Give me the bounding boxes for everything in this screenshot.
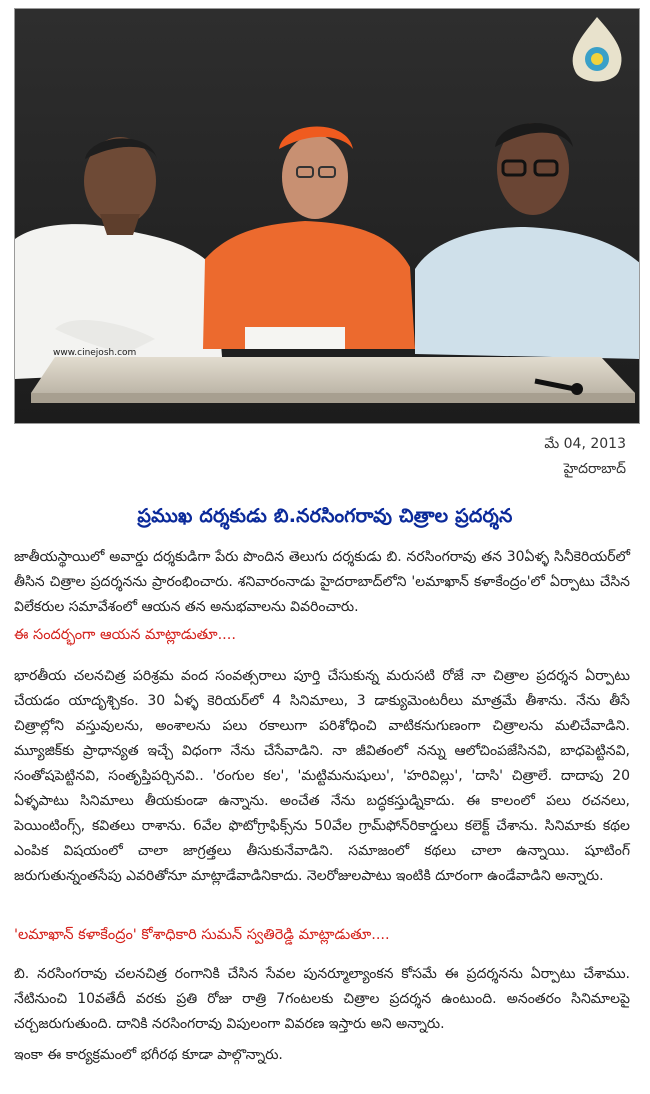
article-paragraph-2: భారతీయ చలనచిత్ర పరిశ్రమ వంద సంవత్సరాలు పూర్తి చేసుకున్న మరుసటి రోజే నా చిత్రాల ప్రదర్శన ఏర్పాటు చేయడం యాదృశ్చికం. 30 ఏళ్ళ కెరియర్‌లో 4 సినిమాలు, 3 డాక్యుమెంటరీలు మాత్రమే తీశాను. నేను తీసే చిత్రాల్లోని వస్తువులను, అంశాలను పలు రకాలుగా పరిశోధించి వాటికనుగుణంగా చిత్రాలను మలిచేవాడిని. మ్యూజిక్‌కు ప్రాధాన్యత ఇచ్చే విధంగా నేను చేసేవాడిని. నా జీవితంలో నన్ను ఆలోచింపజేసినవి, బాధపెట్టినవి, సంతోషపెట్టినవి, సంతృప్తిపర్చినవి.. 'రంగుల కల', 'మట్టిమనుషులు', 'హరివిల్లు', 'దాసి' చిత్రాలే. దాదాపు 20 ఏళ్ళపాటు సినిమాలు తీయకుండా ఉన్నాను. అంచేత నేను బద్ధకస్తుడ్నికాదు. ఈ కాలంలో పలు రచనలు, పెయింటింగ్స్, కవితలు రాశాను. 6వేల ఫొటోగ్రాఫిక్స్‌ను 50వేల గ్రామ్‌ఫోన్‌రికార్డులు కలెక్ట్ చేశాను. సినిమాకు కథల ఎంపిక విషయంలో చాలా జాగ్రత్తలు తీసుకునేవాడిని. సమాజంలో కథలు చాలా ఉన్నాయి. షూటింగ్ జరుగుతున్నంతసేపు ఎవరితోనూ మాట్లాడేవాడినికాదు. నెలరోజులపాటు ఇంటికి దూరంగా ఉండేవాడిని అన్నారు. [14, 668, 630, 884]
article-subhead-1: ఈ సందర్భంగా ఆయన మాట్లాడుతూ.... [14, 627, 237, 643]
article-paragraph-4: ఇంకా ఈ కార్యక్రమంలో భగీరథ కూడా పాల్గొన్నారు. [14, 1047, 283, 1063]
article-paragraph-1: జాతీయస్థాయిలో అవార్డు దర్శకుడిగా పేరు పొందిన తెలుగు దర్శకుడు బి. నరసింగరావు తన 30ఏళ్ళ సినీకెరియర్‌లో తీసిన చిత్రాల ప్రదర్శనను ప్రారంభించారు. శనివారంనాడు హైదరాబాద్‌లోని 'లమాఖాన్ కళాకేంద్రం'లో ఏర్పాటు చేసిన విలేకరుల సమావేశంలో ఆయన తన అనుభవాలను వివరించారు. [14, 549, 630, 615]
article-subhead-2: 'లమాఖాన్ కళాకేంద్రం' కోశాధికారి సుమన్ స్వతిరెడ్డి మాట్లాడుతూ.... [14, 927, 390, 943]
photo-watermark: www.cinejosh.com [53, 348, 137, 358]
article-headline: ప్రముఖ దర్శకుడు బి.నరసింగరావు చిత్రాల ప్రదర్శన [137, 505, 513, 527]
article-paragraph-3: బి. నరసింగరావు చలనచిత్ర రంగానికి చేసిన సేవల పునర్మూల్యాంకన కోసమే ఈ ప్రదర్శనను ఏర్పాటు చేశాము. నేటినుంచి 10వతేదీ వరకు ప్రతి రోజు రాత్రి 7గంటలకు చిత్రాల ప్రదర్శన ఉంటుంది. అనంతరం సినిమాలపై చర్చజరుగుతుంది. దానికి నరసింగరావు విపులంగా వివరణ ఇస్తారు అని అన్నారు. [14, 966, 630, 1032]
article-place: హైదరాబాద్ [563, 461, 626, 477]
article-date: మే 04, 2013 [544, 436, 626, 452]
press-meet-photo [14, 8, 640, 424]
